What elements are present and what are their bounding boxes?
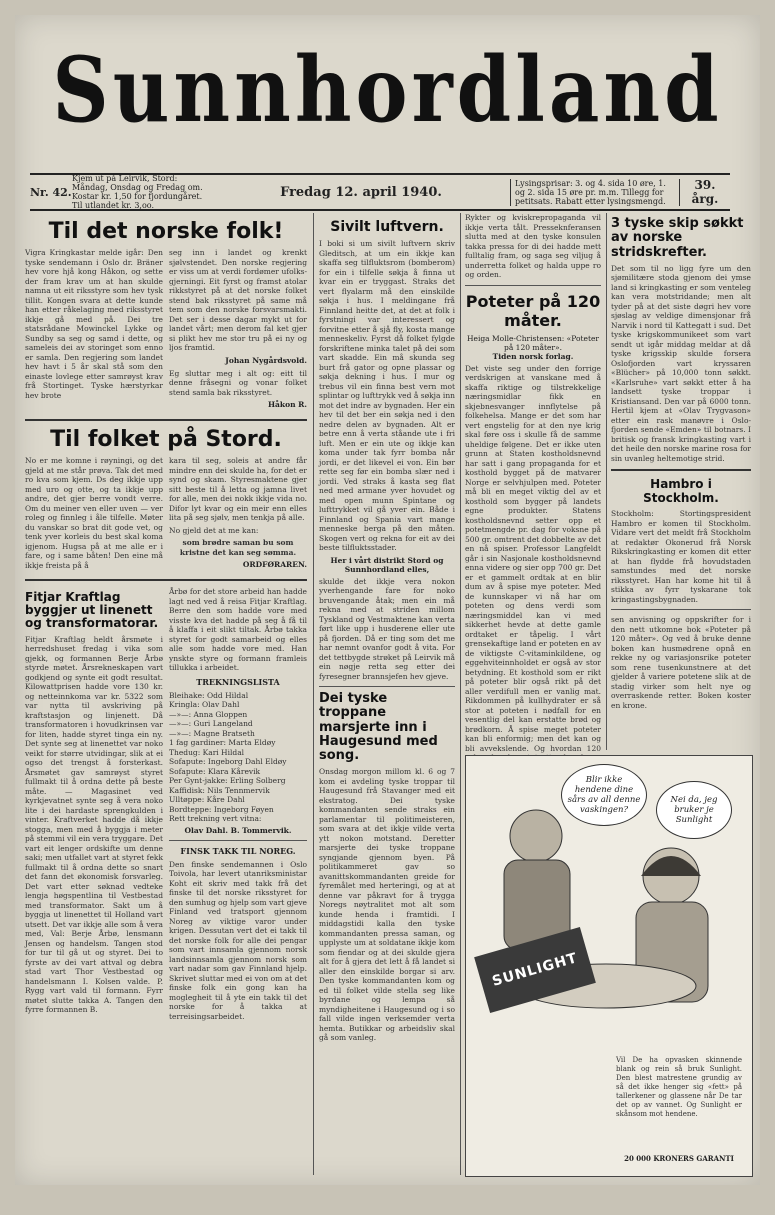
article-text: sen anvisning og oppskrifter for i den nett utkomne bok «Poteter på 120 måter». Og ved å bruke denne boken kan husmødrene opnå en rekke ny og variasjonsrike poteter som rene tusenkunstnere at det gjelder å variere potetene slik at de stadig virker som helt nye og overraskende retter. Boken koster en krone. bbox=[611, 615, 751, 710]
signature: ORDFØRAREN. bbox=[242, 560, 307, 569]
issue-date: Fredag 12. april 1940. bbox=[280, 184, 442, 200]
article-text: som brødre saman bu som kristne det kan seg sømma. bbox=[179, 538, 297, 557]
column-2 bbox=[319, 213, 455, 1175]
issue-number: Nr. 42. bbox=[30, 185, 72, 199]
article-text: Eg sluttar meg i alt og: eitt til denne fråsegni og vonar folket stend samla bak riksstyret. bbox=[169, 368, 307, 397]
article-text: Stockholm: Stortingspresident Hambro er komen til Stockholm. Vidare vert det meldt frå Stockholm at redaktør Okonerud frå Norsk Rikskringkasting er komen dit etter at han flydde frå hovudstaden samstundes med det norske riksstyret. Han har kome hit til å stikka av fyrr tyskarane tok kringastingsbygnaden. bbox=[611, 509, 751, 604]
thanks-title: FINSK TAKK TIL NOREG. bbox=[180, 845, 296, 856]
headline-poteter: Poteter på 120 måter. bbox=[465, 291, 601, 330]
ad-prices: Lysingsprisar: 3. og 4. sida 10 øre, 1. og 2. sida 15 øre pr. m.m. Tillegg for petitsats. Rabatt etter lysingsmengd. bbox=[510, 179, 680, 206]
article-text: Det som til no ligg fyre um den sjømilitære stoda gjenom dei ymse land si kringkasting er som venteleg kan vera motstridande; men alt tyder på at det siste døgri hev vore sjøslag av veldige dimensjonar frå Narvik i nord til Kattegatt i sud. Det tyske krigskommunikeet som vart sendt ut igår middag meldar at då tyske krigsskip skulde forsera Oslofjorden vart kryssaren «Blücher» på 10,000 tonn søkkt. «Karlsruhe» vart søkkt etter å ha landsett tyske troppar i Kristiansand. Den var på 6000 tonn. Hertil kjem at «Olav Trygvason» etter ein rask manøvre i Oslo-fjorden sende «Emden» til botnars. I britisk og fransk kringkasting vart i det heile den norske marine rosa for sin uvanleg heltemotige strid. bbox=[611, 263, 751, 463]
headline-tyske-skip: 3 tyske skip søkkt av norske stridskrefter. bbox=[611, 216, 744, 260]
divider bbox=[611, 609, 751, 610]
speech-bubble-left: Blir ikke hendene dine sårs av all denne vaskingen? bbox=[561, 764, 647, 826]
list-item: Thedug: Kari Hildal bbox=[169, 747, 245, 757]
headline-norske-folk: Til det norske folk! bbox=[48, 219, 284, 244]
year: 39. årg. bbox=[691, 178, 719, 206]
article-text: Den finske sendemannen i Oslo Toivola, har levert utanriksministar Koht eit skriv med takk frå det finske til det norske riksstyret for den sumhug og hjelp som vart gjeve Finland ved tratsport gjennom Noreg av viktige varor under krigen. Dessutan vert det ei takk til det norske folk for alle dei pengar som vart innsamla gjennom norsk landsinnsamla gjennom norsk som vart nadar som gav Finnland hjelp. Skrivet sluttar med ei von om at det finske folk ein gong kan ha moglegheit til å yte ein takk til det norske for å takka at terreisingsarbeidet. bbox=[169, 859, 307, 1021]
publisher: Tiden norsk forlag. bbox=[492, 351, 574, 361]
divider bbox=[25, 579, 307, 581]
article-text: seg inn i landet og krenkt sjølvstendet. Den norske regjering er viss um at verdi fordømer ufolks-gjerningi. Eit fyrst og framst atolar rikkstyret på at det norske folket stend bak riksstyret på same må tem som den norske forsvarsmakti. Det ser i desse dagar mykt ut for landet vårt; men derom fal ket gjer si plikt hev me stor tru på ei ny og ljos framtid. bbox=[169, 248, 307, 352]
signature: Håkon R. bbox=[267, 400, 307, 409]
article-text: No gjeld det at me kan: bbox=[169, 525, 259, 535]
newspaper-page bbox=[15, 15, 760, 1185]
list-item: —»—: Magne Bratseth bbox=[169, 728, 255, 738]
divider bbox=[319, 686, 455, 687]
article-text: Rykter og kviskrepropaganda vil ikkje verta tålt. Presseknferansen slutta med at den tyske konsulen takka pressa for di dei hadde mett fulltalig fram, og saga seg viljug å underretta folket og halda uppe ro og orden. bbox=[465, 213, 601, 279]
list-item: Sofapute: Ingeborg Dahl Eldøy bbox=[169, 757, 287, 766]
article-text: skulde det ikkje vera nokon yverhengande fare for noko bruvengande åtak; men ein må rekna med at striden millom Tyskland og Vestmaktene kan verta ført like upp i husderene eller ute på fjorden. Då er ting som det me har nemnt ovanfor godt å vita. For det tettbygde strøket på Leirvik må ein nøgje retta seg etter dei fyresegner brannsjefen hev gjeve. bbox=[319, 576, 455, 681]
masthead: Sunnhordland bbox=[52, 38, 723, 143]
list-item: —»—: Guri Langeland bbox=[169, 719, 253, 728]
subscription-info: Kjem ut på Leirvik, Stord: Måndag, Onsdag og Fredag om. Kostar kr. 1,50 for fjordungåret. Til utlandet kr. 3,oo. bbox=[72, 174, 203, 210]
divider bbox=[25, 419, 307, 421]
column-1 bbox=[25, 213, 307, 1175]
headline-hambro: Hambro i Stockholm. bbox=[643, 477, 719, 506]
article-text: kara til seg, soleis at andre får mindre enn dei skulde ha, for det er synd og skam. Styresmaktene gjer sitt beste til å letta og jamna livet for alle, men dei nokk ikkje vida no. Difor lyt kvar og ein meir enn elles lita på seg sjølv, men tenkja på alle. bbox=[169, 456, 307, 522]
list-item: Ulltøppe: Kåre Dahl bbox=[169, 795, 245, 804]
article-text: Det viste seg under den forrige verdskrigen at vanskane med å skaffa riktige og tilstrekkelige næringsmidlar fikk en skjebnesvanger innflytelse på folkehelsa. Mange er det som har vert engstelig for at den nye krig skal føre oss i skulle få de samme uheldige følgene. Det er ikke uten grunn at Staten kostholdsnevnd har satt i gang propaganda for et kosthold bygget på de matvarer Norge er selvhjulpen med. Poteter må bli en meget viktig del av et kosthold som bygger på landets egne produkter. Statens kostholdsnevnd setter opp et potetmengde pr. dag for voksne på 500 gr. omtrent det dobbelte av det en nå spiser. Professor Langfeldt går i sin Nasjonale kostholdsnevnd enna videre og sier opp 700 gr. Det er et gammelt ordtak at en blir dum av å spise mye poteter. Med de kunnskaper vi nå har om poteten og dens verdi som næringsmiddel kan vi med sikkerhet hevde at dette gamle ordtaket er tåpelig. I vårt grensekaftige land er poteten en av de viktigste C-vitaminkildene, og eggehviteinnholdet er også av stor betydning. Et kosthold som er rikt på poteter blir også rikt på det aller verdifull men er vanlig mat. Rikdommen på kullhydrater er så stor at poteten i nødfall for en vesentlig del kan erstatte brød og brødkorn. Å spise meget poteter kan bli enformig; men det kan og bli avvekslende. Og hvordan 120 bbox=[465, 363, 601, 753]
list-item: Per Gynt-jakke: Erling Solberg bbox=[169, 776, 286, 785]
signature: Johan Nygårdsvold. bbox=[225, 355, 307, 365]
signature: Olav Dahl. B. Tommervik. bbox=[184, 825, 292, 835]
article-text: No er me komne i røyningi, og det gjeld at me står prøva. Tak det med ro kva som kjem. Ds deg ikkje upp med uro og otte, og ta ikkje upp andre, det gjer berre vondt verre. Om du meiner ven eller uven — ver roleg og finnleg i åle tilfelle. Møter du vanskar so brat dit gode vet, og tenk yver korleis du best skal koma igjenom. Hugsa på at me alle er i fare, og i same båten! Den eine må ikkje freista på å bbox=[25, 456, 163, 570]
lottery-list bbox=[169, 691, 307, 824]
list-title: TREKNINGSLISTA bbox=[196, 676, 280, 687]
list-item: Sofapute: Klara Kårevik bbox=[169, 766, 261, 776]
article-text: I boki si um sivilt luftvern skriv Gleditsch, at um ein ikkje kan skaffa seg tilfluktsrom (bomberom) for ein i tilfelle søkja å finna ut kvar ein er tryggast. Straks det vert flyalarm må den einskilde søkja i hus. I meldingane frå Finnland heitte det, at det at folk i fyrstningi var interessert og forvitne etter å sjå fly, kosta mange menneskeliv. Fyrst då folket fylgde forskriftene minka talet på dei som vart skadde. Ein må skunda seg burt frå gator og opne plassar og søkja dekning i hus. I mur og trebus vil ein finna best vern mot splintar og lufttrykk ved å søkja inn mot det indre av bygnaden. Her ein hev til det ber ein søkja ned i den nedre delen av bygnaden. Alt er betre enn å verta ståande ute i fri luft. Men er ein ute og ikkje kan koma under tak fyrr bomba når jordi, er det likevel ei von. Ein bør rette seg før ein bomba slær ned i jordi. Ved straks å kasta seg flat ned med armane yver hovudet og med open munn Spintane og lufttrykket vil gå yver ein. Både i Finnland og Spania vart mange menneske berga på den måten. Skogen vert og rekna for eit av dei beste tilfluktsstader. bbox=[319, 239, 455, 552]
list-item: Rett trekning vert vitna: bbox=[169, 814, 262, 823]
ad-frame bbox=[465, 755, 753, 1177]
headline-fitjar: Fitjar Kraftlag byggjer ut linenett og transformatorar. bbox=[25, 590, 159, 631]
speech-bubble-right: Nei da, jeg bruker je Sunlight bbox=[656, 781, 732, 839]
list-item: Kringla: Olav Dahl bbox=[169, 700, 240, 709]
sunlight-soap-box: SUNLIGHT bbox=[474, 927, 596, 1013]
issue-info-bar bbox=[30, 173, 730, 211]
list-item: Bordteppe: Ingeborg Føyen bbox=[169, 804, 274, 814]
column-3 bbox=[465, 213, 601, 753]
article-text: Fitjar Kraftlag heldt årsmøte i herredshuset fredag i vika som gjekk, og formannen Berje Årbø styrde møtet. Årsrekneskapen vart godkjend og synte eit godt resultat. Kilowattprisen hadde vore 130 kr. og netteinnkoma var kr. 5322 som var nytta til avskriving på kraftstasjon og linjenett. Då transformatoren i hovudkrinsen var for liten, hadde styret tinga ein ny. Det synte seg at linenettet var noko veikt for større utvidingar, slik at ei ogso det trengst å forsterkast. Årsmøtet gav samrøyst styret fullmakt til å ordna dette på beste måte. — Magasinet ved kyrkjevatnet synte seg å vera noko lite i dei hardaste sprengkulden i vinter. Kraftverket hadde då ikkje stogga, men med å byggja i meter på stemmi vil ein vera tryggare. Det vart eit lenger ordskifte um denne saki; men utfallet vart at styret fekk fullmakt til å ordna dette so snart det fann det økonomisk forsvarleg. Det vart etter søknad vedteke lengja høgspentlina til Vestbestad med transformator. Sakt um å byggja ut linenettet til Holland vart utsett. Det var ikkje alle som å vera med, Val: Berje Årbø, lensmann Jensen og handelsm. Tangen stod for tur til gå ut og styret. Dei to fyrste av dei vart attval og debra stad vart Thor Vestbestad og handelsmann I. Kolsen valde. P. Rygg vart vald til formann. Fyrr møtet slutte takka A. Tangen den fyrre formannen B. bbox=[25, 634, 163, 1015]
divider bbox=[465, 285, 601, 286]
ad-text: Vil De ha opvasken skinnende blank og rein så bruk Sunlight. Den blest matrestene grundig av så det ikke henger sig «fett» på tallerkener og glassene når De tar det op av vannet. Og Sunlight er skånsom mot hendene. bbox=[616, 1056, 742, 1118]
column-rule bbox=[606, 213, 607, 750]
headline-folket-stord: Til folket på Stord. bbox=[50, 427, 282, 452]
list-item: Bleihake: Odd Hildal bbox=[169, 690, 249, 700]
subheading: Her i vårt distrikt Stord og Sunnhordland elles, bbox=[330, 555, 444, 574]
headline-luftvern: Sivilt luftvern. bbox=[330, 219, 444, 235]
divider bbox=[169, 840, 307, 841]
divider bbox=[611, 469, 751, 471]
article-text: Vigra Kringkastar melde igår: Den tyske sendemann i Oslo dr. Bräner hev vore hjå kong Håkon, og sette der fram krav um at han skulde namna ut eit riksstyre som hev tysk tillit. Kongen svara at dette kunde han etter råkelaging med riksstyret ikkje gå med på. Dei tre statsrådane Mowinckel Lykke og Sundby sa seg og samd i dette, og sameleis dei av storinget som enno er samla. Den regjering som landet hev havt i 5 år skal stå som den einaste lovlege etter samrøyst krav frå Stortinget. Tyske hærstyrkar hev brote bbox=[25, 248, 163, 400]
list-item: —»—: Anna Gloppen bbox=[169, 709, 248, 719]
column-4 bbox=[611, 213, 751, 750]
column-rule bbox=[313, 213, 314, 1175]
column-rule bbox=[460, 213, 461, 1175]
article-text: Årbø for det store arbeid han hadde lagt ned ved å reisa Fitjar Kraftlag. Berre den som hadde vore med visste kva det hadde på seg å få til å klaffa i eit slikt tiltak. Årbø takka styret for godt samarbeid og elles alle som hadde vore med. Han ynskte styre og formann framleis tillukka i arbeidet. bbox=[169, 587, 307, 672]
ad-guarantee: 20 000 KRONERS GARANTI bbox=[624, 1154, 734, 1163]
list-item: 1 fag gardiner: Marta Eldøy bbox=[169, 738, 276, 747]
headline-haugesund: Dei tyske troppane marsjerte inn i Haugesund med song. bbox=[319, 691, 438, 764]
article-text: Onsdag morgon millom kl. 6 og 7 kom ei avdeling tyske troppar til Haugesund frå Stavanger med eit ekstratog. Dei tyske kommandanten sende straks ein parlamentar til politimeisteren, som svara at det ikkje vilde verta ytt nokon motstand. Deretter marsjerte dei tyske troppane syngjande gjennom byen. På politikammeret gav so avanittskommandanten greide for fyremålet med herteringi, og at at denne var påkravt for å trygga Noregs nøytralitet mot alt som kunde henda i framtidi. I middagstidi kalla den tyske kommandanten pressa saman, og upplyste um at soldatane ikkje kom som fiendar og at dei skulde gjera alt for å gjera det lett å få landet si aller den einskilde borgar si arv. Den tyske kommandanten kom og ed til folket vilde stella seg like byrdane og lempa så myndigheitene i Haugesund og i so fall vilde ingen verksemder verta hemta. Butikkar og arbeidsliv skal gå som vanleg. bbox=[319, 767, 455, 1043]
sunlight-ad bbox=[465, 755, 751, 1175]
list-item: Kaffidisk: Nils Tennmervik bbox=[169, 785, 270, 795]
byline: Heiga Molle-Christensen: «Poteter på 120 måter». bbox=[466, 333, 600, 352]
